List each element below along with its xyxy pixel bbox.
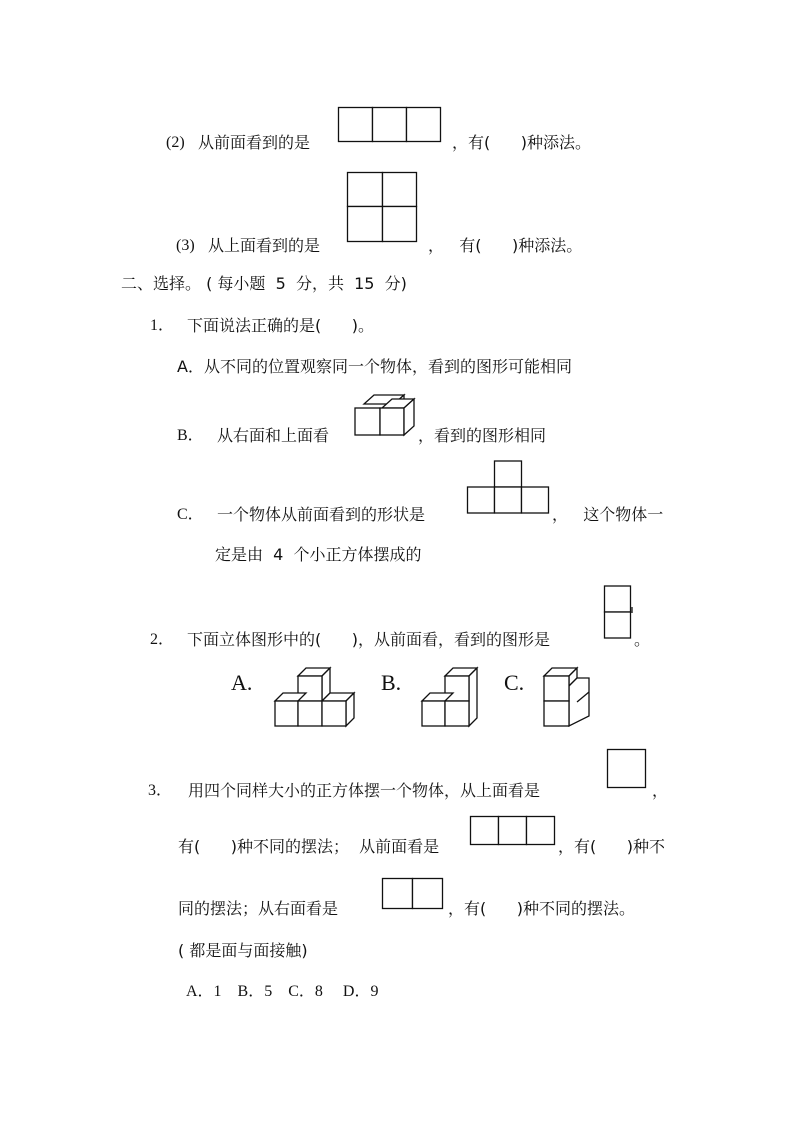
- option-b-text: 从右面和上面看: [217, 426, 330, 445]
- top-view-figure-2x2: [347, 172, 419, 244]
- question-number: (3): [176, 237, 195, 254]
- option-c-label: C.: [504, 670, 525, 695]
- item-number: 2．: [150, 631, 175, 648]
- item-line-2-tail: ，有( )种不: [558, 837, 666, 856]
- item-number: 1．: [150, 317, 175, 334]
- item-line-2: 有( )种不同的摆法； 从前面看是: [178, 837, 440, 856]
- item-choices: A．1 B．5 C．8 D．9: [186, 983, 379, 1000]
- solid-figure-a: [274, 666, 358, 728]
- front-view-figure-t-shape: [467, 460, 551, 515]
- option-a-label: A.: [231, 670, 253, 695]
- option-c-text: 一个物体从前面看到的形状是: [217, 505, 426, 524]
- question-number: (2): [166, 134, 185, 151]
- item-stem: 下面说法正确的是( )。: [187, 316, 375, 335]
- solid-figure-b: [421, 666, 483, 728]
- item-stem: 用四个同样大小的正方体摆一个物体，从上面看是: [188, 781, 541, 800]
- option-c-line2: 定是由 4 个小正方体摆成的: [215, 545, 422, 564]
- option-a: A．从不同的位置观察同一个物体，看到的图形可能相同: [177, 357, 572, 376]
- question-text-tail: ，有( )种添法。: [452, 133, 592, 152]
- option-c-text-tail: ， 这个物体一: [552, 505, 664, 524]
- option-b-text-tail: ，看到的图形相同: [418, 426, 547, 445]
- item-line-3-tail: ，有( )种不同的摆法。: [448, 899, 636, 918]
- item-stem-tail: 。: [634, 630, 651, 649]
- item-stem: 下面立体图形中的( )，从前面看，看到的图形是: [187, 630, 551, 649]
- front-view-figure-1x3: [338, 107, 444, 143]
- top-view-figure-square: [607, 749, 651, 791]
- option-b-label: B.: [381, 670, 402, 695]
- item-line-3: 同的摆法；从右面看是: [178, 899, 339, 918]
- item-stem-tail: ，: [652, 781, 669, 800]
- front-view-figure-1x3-small: [470, 816, 556, 848]
- option-c-label: C．: [177, 506, 204, 523]
- section-heading: 二、选择。 ( 每小题 5 分，共 15 分): [121, 274, 407, 293]
- item-number: 3．: [148, 782, 173, 799]
- cube-figure-b: [354, 394, 416, 438]
- question-text: 从前面看到的是: [198, 133, 311, 152]
- item-note: ( 都是面与面接触): [178, 941, 308, 960]
- question-text: 从上面看到的是: [208, 236, 321, 255]
- option-b-label: B．: [177, 427, 204, 444]
- right-view-figure-1x2: [382, 878, 446, 912]
- solid-figure-c: [543, 666, 593, 728]
- question-text-tail: ， 有( )种添法。: [428, 236, 583, 255]
- front-view-figure-vertical-2: [604, 585, 634, 641]
